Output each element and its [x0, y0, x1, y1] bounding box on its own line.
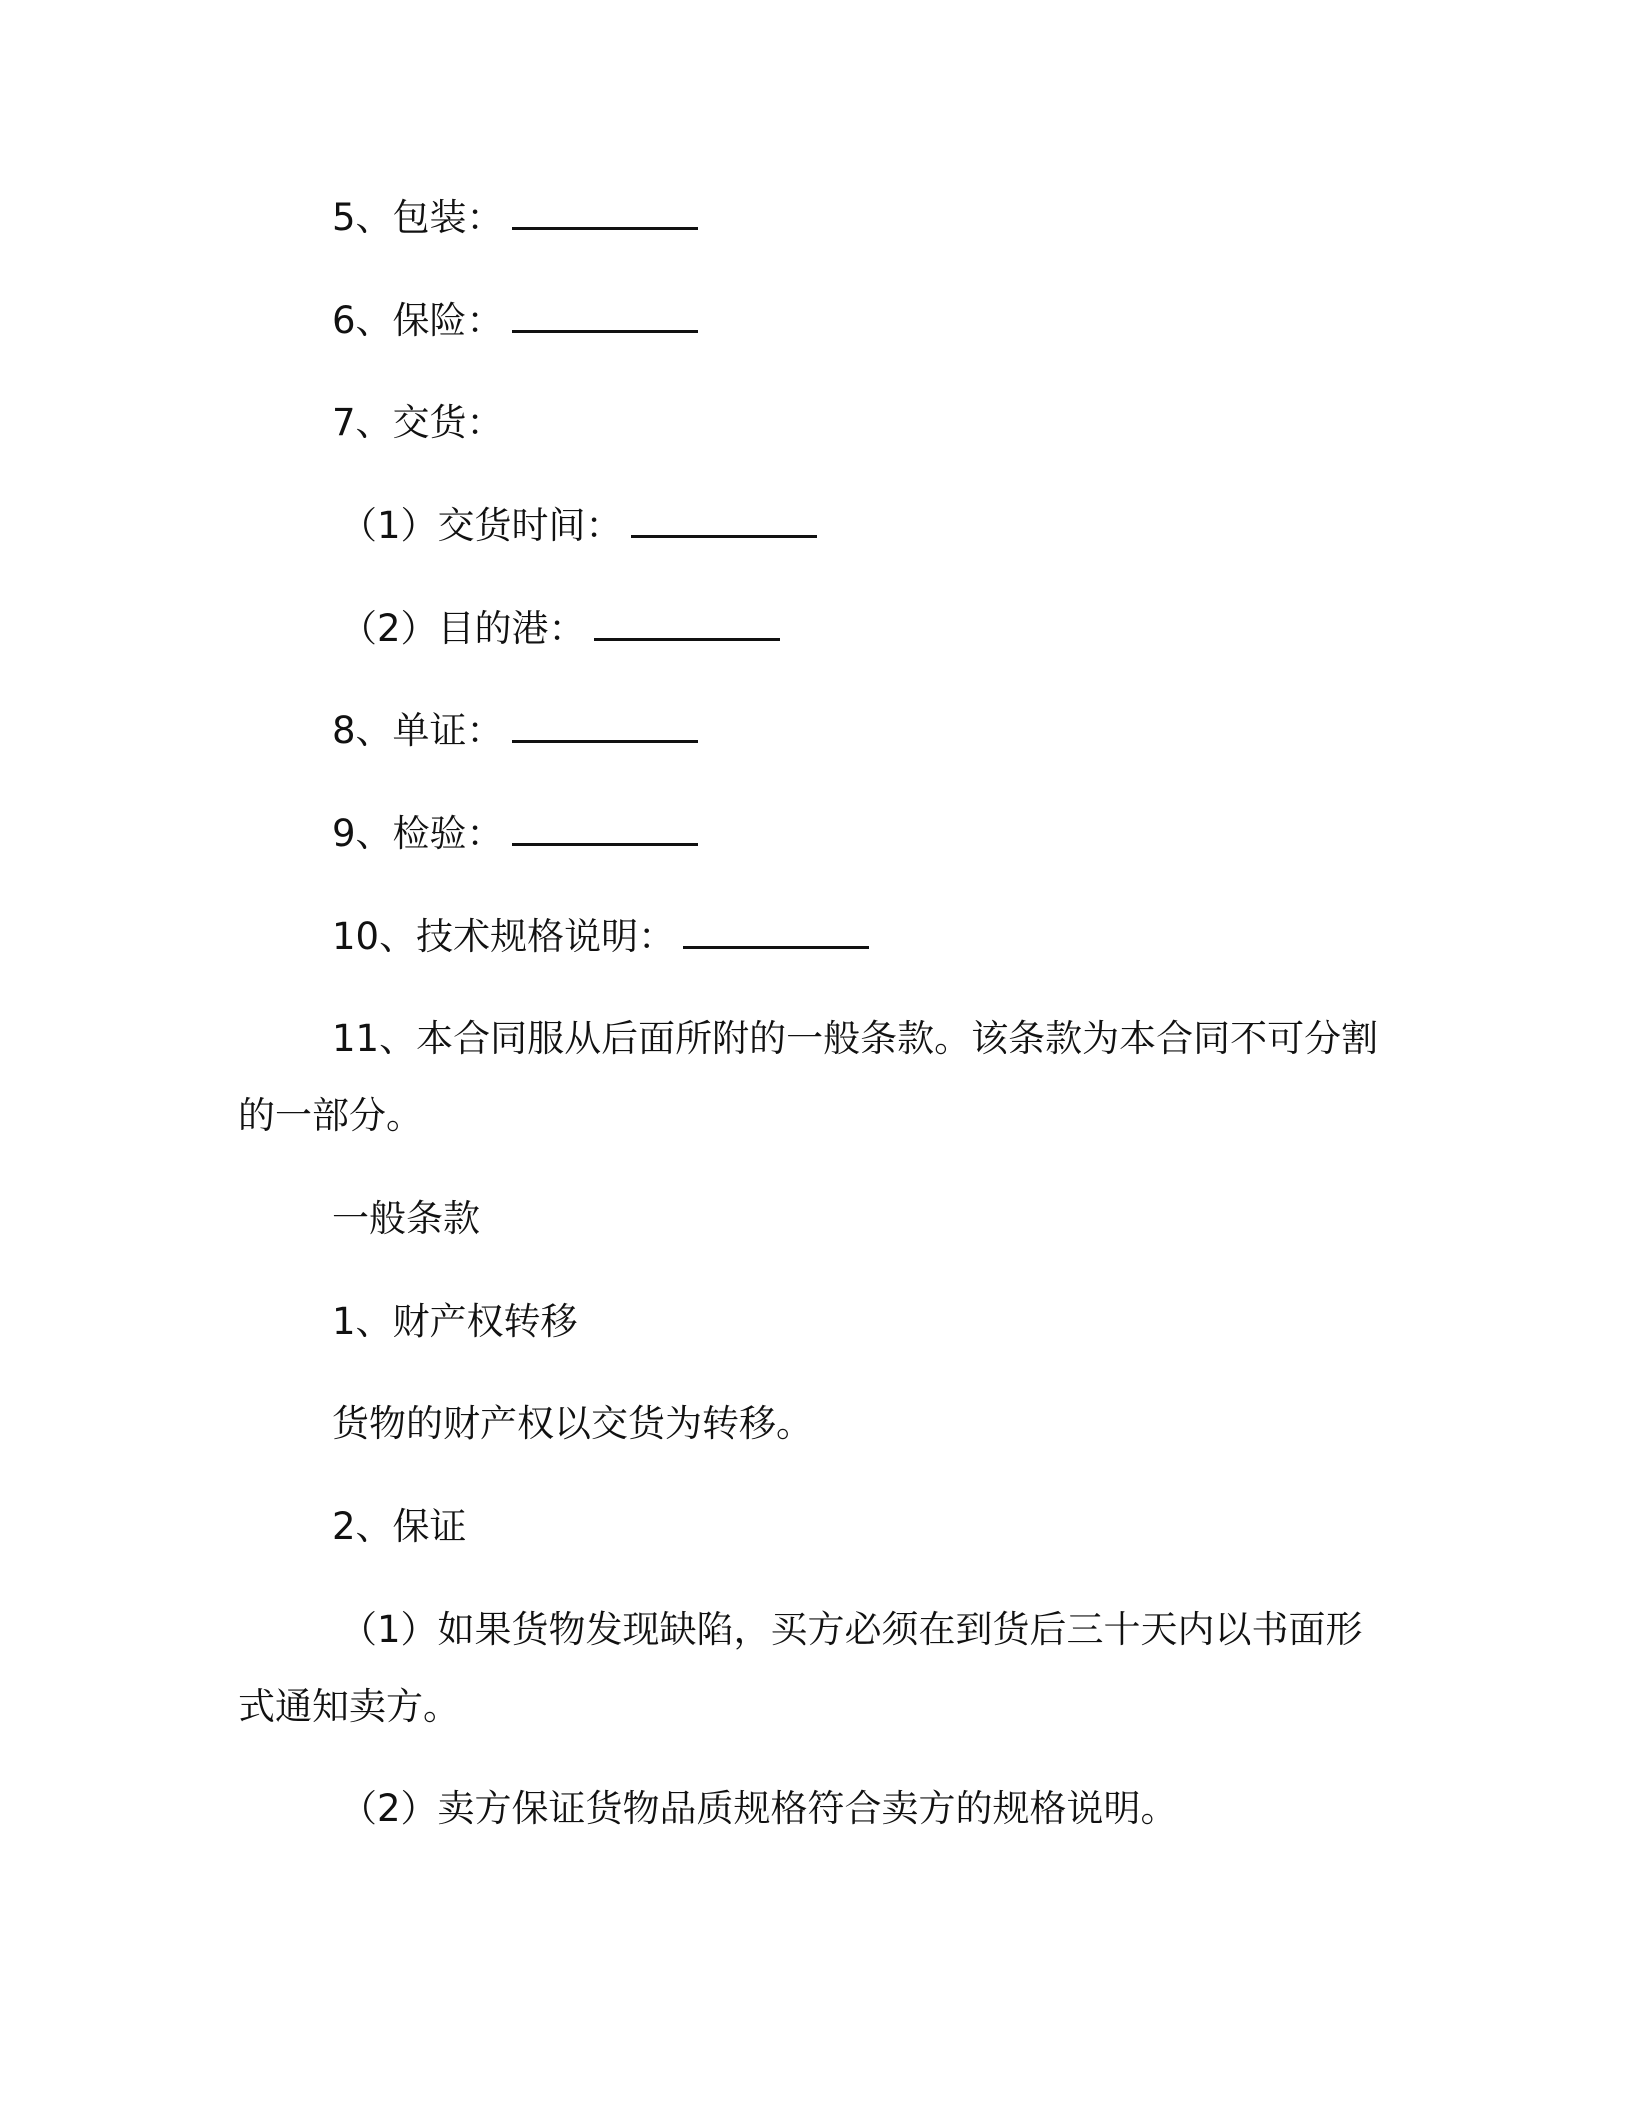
packaging-blank — [512, 197, 698, 230]
section-2-title: 2、保证 — [332, 1505, 467, 1548]
item-inspection — [332, 812, 698, 856]
item-technical-spec — [332, 915, 869, 959]
item-delivery-label: 7、交货： — [332, 401, 504, 444]
item-destination-port — [340, 607, 780, 651]
item-packaging — [332, 196, 698, 240]
item-delivery — [332, 401, 504, 445]
item-destination-port-label: （2）目的港： — [340, 607, 586, 650]
item-documents-label: 8、单证： — [332, 709, 504, 752]
section-2-2: （2）卖方保证货物品质规格符合卖方的规格说明。 — [340, 1787, 1178, 1830]
item-11-line1: 11、本合同服从后面所附的一般条款。该条款为本合同不可分割 — [332, 1017, 1379, 1060]
item-11-line2: 的一部分。 — [238, 1094, 423, 1137]
technical-spec-blank — [683, 916, 869, 949]
destination-port-blank — [594, 608, 780, 641]
section-1-title: 1、财产权转移 — [332, 1300, 578, 1343]
section-1-text: 货物的财产权以交货为转移。 — [332, 1402, 813, 1445]
item-insurance — [332, 299, 698, 343]
inspection-blank — [512, 813, 698, 846]
item-insurance-label: 6、保险： — [332, 299, 504, 342]
item-packaging-label: 5、包装： — [332, 196, 504, 239]
item-delivery-time-label: （1）交货时间： — [340, 504, 623, 547]
delivery-time-blank — [631, 505, 817, 538]
insurance-blank — [512, 300, 698, 333]
documents-blank — [512, 710, 698, 743]
general-terms-heading: 一般条款 — [332, 1197, 480, 1240]
item-technical-spec-label: 10、技术规格说明： — [332, 915, 676, 958]
item-inspection-label: 9、检验： — [332, 812, 504, 855]
item-delivery-time — [340, 504, 817, 548]
item-documents — [332, 709, 698, 753]
section-2-1-line2: 式通知卖方。 — [238, 1685, 460, 1728]
section-2-1-line1: （1）如果货物发现缺陷，买方必须在到货后三十天内以书面形 — [340, 1608, 1363, 1651]
